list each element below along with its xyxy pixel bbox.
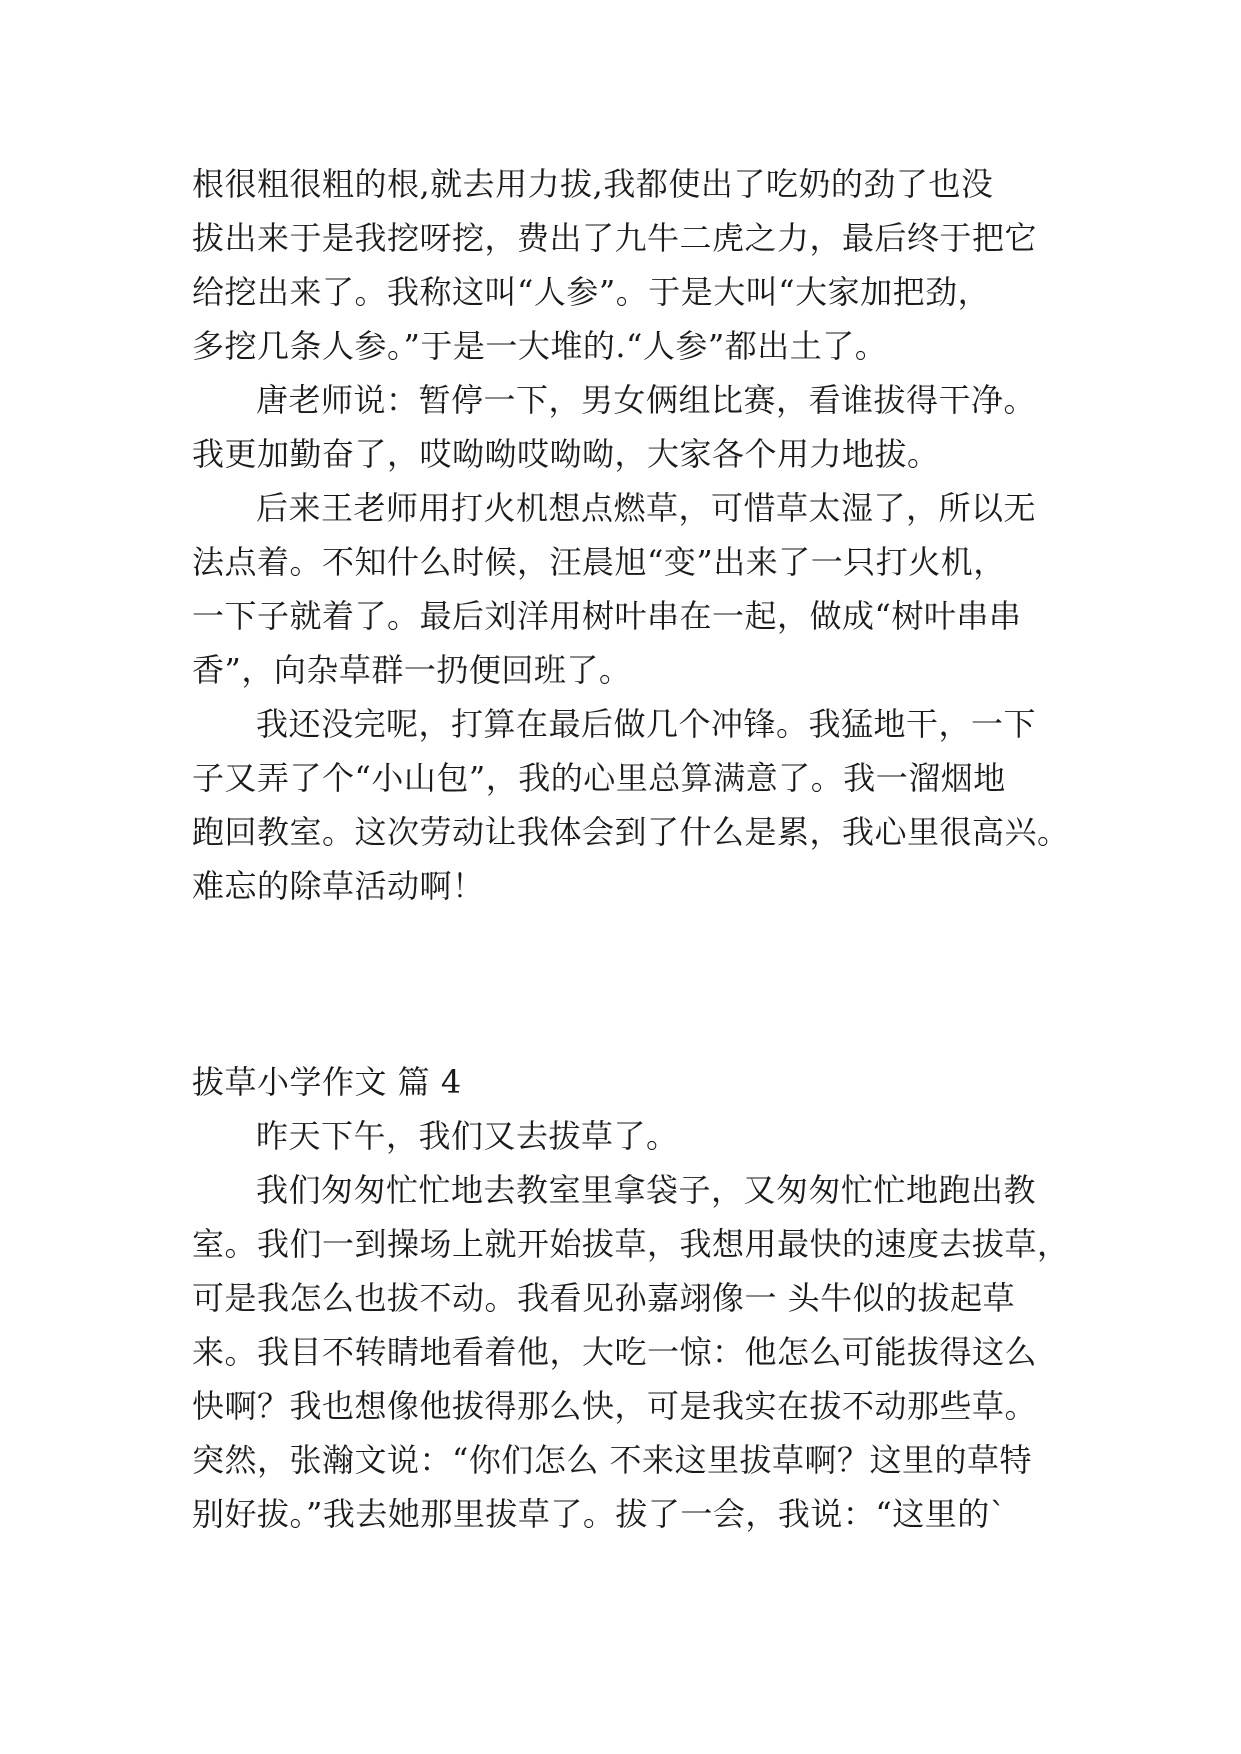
section-heading: 拔草小学作文 篇 4	[192, 1063, 462, 1101]
essay-continuation	[192, 157, 1072, 913]
text-line: 唐老师说：暂停一下，男女俩组比赛，看谁拔得干净。	[256, 381, 1037, 419]
text-line: 昨天下午，我们又去拔草了。	[256, 1117, 679, 1155]
text-line: 别好拔。”我去她那里拔草了。拔了一会，我说：“这里的`	[192, 1495, 1007, 1533]
text-line: 一下子就着了。最后刘洋用树叶串在一起，做成“树叶串串	[192, 597, 1022, 635]
essay-section-4	[192, 1055, 1072, 1541]
text-line: 拔出来于是我挖呀挖，费出了九牛二虎之力，最后终于把它	[192, 219, 1038, 257]
text-line: 我更加勤奋了，哎呦呦哎呦呦，大家各个用力地拔。	[192, 435, 940, 473]
text-line: 给挖出来了。我称这叫“人参”。于是大叫“大家加把劲，	[192, 273, 991, 311]
text-line: 香”，向杂草群一扔便回班了。	[192, 651, 632, 689]
text-line: 可是我怎么也拔不动。我看见孙嘉翊像一 头牛似的拔起草	[192, 1279, 1016, 1317]
text-line: 子又弄了个“小山包”，我的心里总算满意了。我一溜烟地	[192, 759, 1006, 797]
text-line: 根很粗很粗的根,就去用力拔,我都使出了吃奶的劲了也没	[192, 165, 994, 203]
text-line: 来。我目不转睛地看着他，大吃一惊：他怎么可能拔得这么	[192, 1333, 1038, 1371]
text-line: 后来王老师用打火机想点燃草，可惜草太湿了，所以无	[256, 489, 1037, 527]
text-line: 突然，张瀚文说：“你们怎么 不来这里拔草啊？这里的草特	[192, 1441, 1033, 1479]
text-line: 我还没完呢，打算在最后做几个冲锋。我猛地干，一下	[256, 705, 1037, 743]
text-line: 法点着。不知什么时候，汪晨旭“变”出来了一只打火机，	[192, 543, 1006, 581]
text-line: 难忘的除草活动啊！	[192, 867, 485, 905]
text-line: 我们匆匆忙忙地去教室里拿袋子，又匆匆忙忙地跑出教	[256, 1171, 1037, 1209]
text-line: 室。我们一到操场上就开始拔草，我想用最快的速度去拔草，	[192, 1225, 1070, 1263]
text-line: 多挖几条人参。”于是一大堆的.“人参”都出土了。	[192, 327, 888, 365]
text-line: 快啊？我也想像他拔得那么快，可是我实在拔不动那些草。	[192, 1387, 1038, 1425]
text-line: 跑回教室。这次劳动让我体会到了什么是累，我心里很高兴。	[192, 813, 1070, 851]
